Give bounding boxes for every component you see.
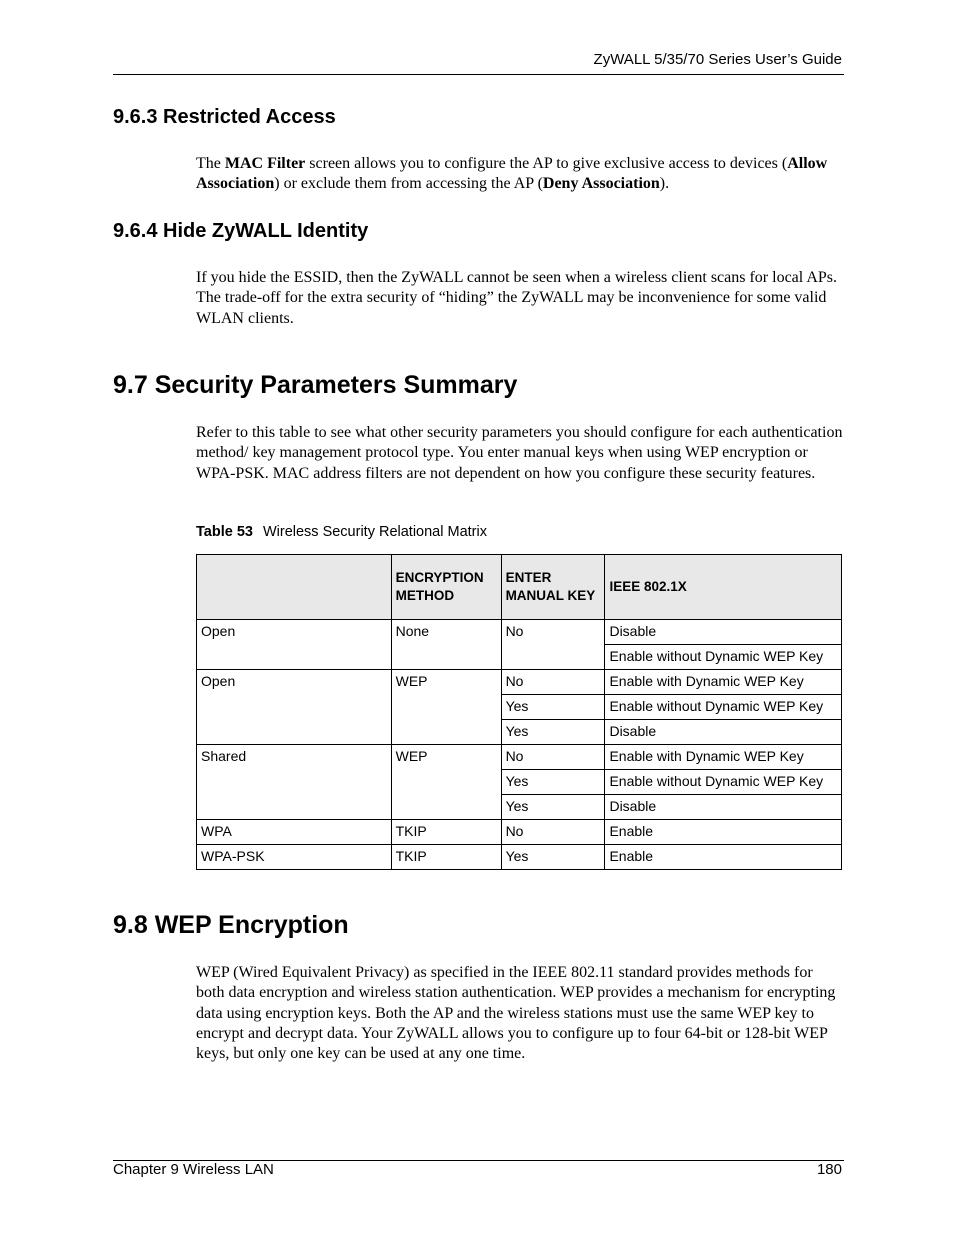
manual-key-cell: Yes — [501, 695, 605, 720]
wireless-security-matrix-table — [196, 554, 842, 870]
section-heading-security-parameters-summary: 9.7 Security Parameters Summary — [113, 371, 518, 399]
table-row — [197, 845, 842, 870]
ieee-cell: Enable without Dynamic WEP Key — [605, 770, 842, 795]
auth-method-cell: Shared — [197, 745, 392, 820]
bold-term-allow-association: Allow Association — [196, 155, 828, 193]
header-cell-enter-manual-key: ENTER MANUAL KEY — [501, 555, 605, 620]
ieee-cell: Disable — [605, 795, 842, 820]
manual-key-cell: No — [501, 745, 605, 770]
table-number: Table 53 — [196, 524, 253, 540]
ieee-cell: Enable without Dynamic WEP Key — [605, 645, 842, 670]
ieee-cell: Enable without Dynamic WEP Key — [605, 695, 842, 720]
encryption-cell: None — [391, 620, 501, 670]
ieee-cell: Enable — [605, 845, 842, 870]
manual-key-cell: No — [501, 620, 605, 670]
ieee-cell: Disable — [605, 720, 842, 745]
table-row — [197, 820, 842, 845]
manual-key-cell: No — [501, 670, 605, 695]
section-heading-wep-encryption: 9.8 WEP Encryption — [113, 911, 349, 939]
encryption-cell: TKIP — [391, 820, 501, 845]
text-run: The — [196, 155, 225, 172]
header-cell-ieee-8021x: IEEE 802.1X — [605, 555, 842, 620]
ieee-cell: Disable — [605, 620, 842, 645]
manual-key-cell: No — [501, 820, 605, 845]
manual-key-cell: Yes — [501, 845, 605, 870]
text-run: screen allows you to configure the AP to give exclusive access to devices ( — [305, 155, 788, 172]
header-rule — [113, 74, 844, 75]
bold-term-deny-association: Deny Association — [542, 175, 660, 193]
header-cell-blank — [197, 555, 392, 620]
encryption-cell: WEP — [391, 745, 501, 820]
auth-method-cell: Open — [197, 620, 392, 670]
text-run: ). — [659, 175, 670, 193]
ieee-cell: Enable with Dynamic WEP Key — [605, 745, 842, 770]
paragraph-security-summary: Refer to this table to see what other security parameters you should configure for each authentication method/ key management protocol type. You enter manual keys when using WEP encryption or WPA-PSK. MAC address filters are not dependent on how you configure these security features. — [196, 424, 843, 482]
encryption-cell: WEP — [391, 670, 501, 745]
manual-key-cell: Yes — [501, 770, 605, 795]
ieee-cell: Enable — [605, 820, 842, 845]
table-header-row — [197, 555, 842, 620]
section-heading-restricted-access: 9.6.3 Restricted Access — [113, 106, 336, 128]
bold-term-mac-filter: MAC Filter — [224, 155, 306, 172]
auth-method-cell: Open — [197, 670, 392, 745]
footer-page-number: 180 — [816, 1161, 842, 1178]
auth-method-cell: WPA-PSK — [197, 845, 392, 870]
table-row — [197, 670, 842, 695]
text-run: ) or exclude them from accessing the AP ( — [274, 175, 543, 193]
auth-method-cell: WPA — [197, 820, 392, 845]
running-header: ZyWALL 5/35/70 Series User’s Guide — [593, 51, 842, 68]
table-title: Wireless Security Relational Matrix — [262, 524, 487, 540]
manual-key-cell: Yes — [501, 795, 605, 820]
header-cell-encryption-method: ENCRYPTION METHOD — [391, 555, 501, 620]
table-caption — [196, 524, 487, 540]
table-row — [197, 745, 842, 770]
manual-key-cell: Yes — [501, 720, 605, 745]
paragraph-wep-encryption: WEP (Wired Equivalent Privacy) as specified in the IEEE 802.11 standard provides methods for both data encryption and wireless station authentication. WEP provides a mechanism for encrypting data using encryption keys. Both the AP and the wireless stations must use the same WEP key to encrypt and decrypt data. Your ZyWALL allows you to configure up to four 64-bit or 128-bit WEP keys, but only one key can be used at any one time. — [196, 964, 836, 1063]
paragraph-hide-identity: If you hide the ESSID, then the ZyWALL cannot be seen when a wireless client scans for local APs. The trade-off for the extra security of “hiding” the ZyWALL may be inconvenience for some valid WLAN clients. — [196, 269, 838, 327]
ieee-cell: Enable with Dynamic WEP Key — [605, 670, 842, 695]
table-row — [197, 620, 842, 645]
section-heading-hide-zywall-identity: 9.6.4 Hide ZyWALL Identity — [113, 220, 369, 242]
footer-chapter: Chapter 9 Wireless LAN — [113, 1161, 274, 1178]
paragraph-restricted-access — [196, 154, 844, 195]
encryption-cell: TKIP — [391, 845, 501, 870]
